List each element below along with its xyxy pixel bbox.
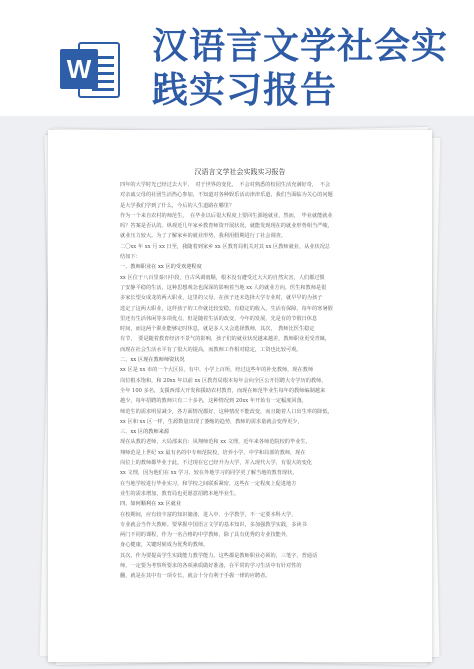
document-line: 对亲戚父母的社团生活热心参加，不知道对各种娱乐活动津津乐道，我们当面临为关心的问题 (120, 192, 333, 199)
document-line: 作为一个来自农村的师范生， 在毕业以后很大程度上要回生源地就业，然而， 毕业就能就业 (120, 212, 333, 219)
document-line: 越少，每年招聘的教师只有二十多名，这种情况到 20xx 年开始有一定幅度回落， (120, 398, 307, 405)
document-line: xx 区位于八百里秦川中段，自古风调雨顺，根本没有遭受过大大的自然灾害，人们都过惯 (120, 274, 325, 281)
document-line: xx 区是 xx 市的一个大区县，有中、小学上百所，经过这些年的补充教师，现在教师 (120, 367, 314, 374)
word-w-letter: W (60, 49, 98, 89)
document-line: 多家长望女成龙的两大职业，这里的父母，在孩子还未选择大学专业时，就早早的为孩子 (120, 295, 323, 302)
document-line: xx 区和 xx 区一样，生源数量出现了萎缩的趋势，教师的需求量就会变得更少， (120, 418, 303, 425)
word-document-icon (60, 39, 130, 101)
document-line: 两门不同的课程，作为一名合格的中学教师，除了具有优秀的专业技能外， (120, 532, 292, 539)
document-line: 翔师范是上世纪 xx 最有名的中专师范院校，培养小学、中学和局部的教师，现在 (120, 449, 306, 456)
document-line: 现在从教的老师，大局部来自：凤翔师范和 xx 文理，近年来各师范院校的毕业生， (120, 439, 311, 446)
document-line: 四、如何顺利在 xx 区就业 (120, 501, 182, 508)
document-line: 在当地学校进行毕业实习，和学校之间联系紧密，这些在一定程度上促进地方 (120, 480, 297, 487)
document-title: 汉语言文学社会实践实习报告 (194, 168, 286, 176)
document-line: 一、教师职业在 xx 区的受欢迎程度 (120, 264, 202, 271)
document-line: 四年的大学时光已经过去大半， 对于世界的变化， 不会对熟悉的校园生活充满好奇， 不会 (120, 182, 331, 188)
document-line: 结如下： (120, 254, 141, 261)
document-line: 三、xx 区的教师来源 (120, 429, 170, 436)
document-line: 其次，作为要提高学生实践能力教学能力。这些都是教师职业必须的，三笔字，普通话 (120, 552, 318, 559)
document-line: 了安静平稳的生活，这种思想观念也深深的影响着当地 xx 人的就业方向。医生和教师是很 (120, 284, 327, 291)
document-line: 是大学我们学到了什么，今后的人生道路在哪里？ (120, 202, 235, 209)
document-line: xx 文理，因为他们在 xx 学习，较在外地学习的同学更了解当地的教育现状， (120, 470, 298, 477)
document-line: 二〇xx 年 xx 月 xx 日至，我随着到家乡 xx 区教育局机关对其 xx 区教师就业，从业状况总 (120, 243, 331, 250)
document-line: 吗？答案是否认的。纵观近几年家乡教育师资开展状况，就能发现现在的就业形势相当严峻， (120, 223, 333, 230)
document-line: 师范生的需求明显减少，各方面情况都好，这种情况不能改变，而且随着人口出生率的降低， (120, 408, 333, 415)
document-line: 专业就会当作大教师。要掌握中国语言文学的基本知识，多加强教学实践，多读书 (120, 521, 307, 528)
document-page (48, 130, 432, 662)
document-line: 岗位上的教师都毕业于此，不过现在它已经升为大学，并入现代大学，有很大的变化 (120, 460, 312, 467)
document-line: 就业压力较大。为了了解家乡的就业形势，我利用假期进行了社会调查。 (120, 233, 287, 240)
document-line: 二、xx 区现在教师师资状况 (120, 357, 185, 364)
document-line: 师，一定要为考察所要求的各项素质做好准备，在平常的学习生活中有针对性的 (120, 562, 302, 569)
document-line: 选定了这两大职业，这样孩子的工作就比较安稳。有稳定的收入，生活有保障，每年的寒暑假 (120, 305, 333, 312)
document-line: 里还有生活休闲等多项优点，但是随着生活的改变，今年的发展，先是有的节假日休息 (120, 315, 318, 322)
document-line: 在校期间，应有较丰富的知识储备，进入中、小学教学，不一定要本科大学， (120, 511, 297, 518)
document-line: 有节， 要是随着教育经济不景气的影响，孩子们的就业状况越来越差，教师职业更受青睐， (120, 336, 331, 343)
document-line: 而现在社会生活水平有了很大的提高，而教师工作相对稳定，工资也比较可观。 (120, 346, 302, 353)
document-line: 翻，就是在其中有一项专长，就会十分有利于手握一律的应聘者。 (120, 573, 271, 580)
document-line: 业生的需求增加，教育局也更愿意招聘本地毕业生。 (120, 490, 240, 497)
banner-header (0, 0, 474, 116)
document-line: 岗位根本饱和，和 20xx 年以前 xx 区教育局根本每年会向全区公开招聘大专学历的教师， (120, 377, 327, 384)
banner-title: 汉语言文学社会实践实习报告 (152, 25, 449, 111)
document-line: 身心健康，关键时候成为优秀的教师。 (120, 542, 209, 549)
document-line: 时间，而这两个职业能够定时休息，就是多人又会选择教师，其次， 教师比医生稳定 (120, 326, 315, 333)
document-line: 全年 100 多名，支援西部大开发和援助农村教育，而现在师范毕业生每年的教师编制越来 (120, 387, 326, 394)
document-body (120, 180, 376, 582)
